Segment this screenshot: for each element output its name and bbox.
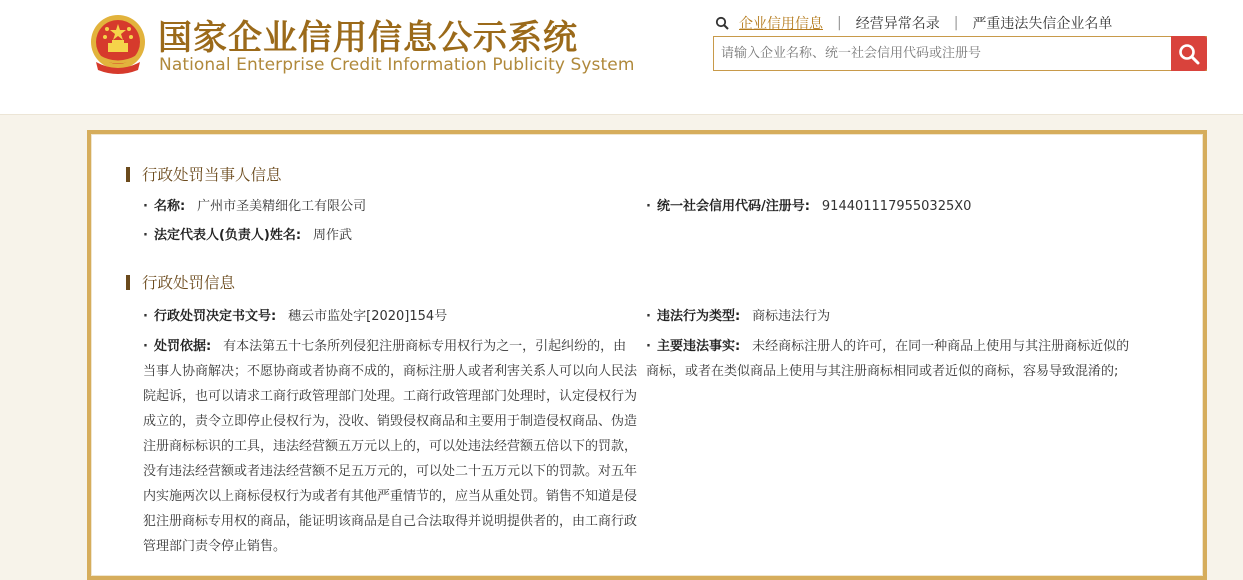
field-legal-rep: · 法定代表人(负责人)姓名: 周作武 xyxy=(143,228,353,243)
section-title-party: 行政处罚当事人信息 xyxy=(142,166,282,184)
field-penalty-basis-value: 有本法第五十七条所列侵犯注册商标专用权行为之一，引起纠纷的，由当事人协商解决；不愿协商或者协商不成的，商标注册人或者利害关系人可以向人民法院起诉，也可以请求工商行政管理部门处理。工商行政管理部门处理时，认定侵权行为成立的，责令立即停止侵权行为，没收、销毁侵权商品和主要用于制造侵权商品、伪造注册商标标识的工具，违法经营额五万元以上的，可以处违法经营额五倍以下的罚款，没有违法经营额或者违法经营额不足五万元的，可以处二十五万元以下的罚款。对五年内实施两次以上商标侵权行为或者有其他严重情节的，应当从重处罚。销售不知道是侵犯注册商标专用权的商品，能证明该商品是自己合法取得并说明提供者的，由工商行政管理部门责令停止销售。 xyxy=(143,339,637,554)
panel-inner xyxy=(91,134,1203,576)
search-button[interactable] xyxy=(1171,36,1207,71)
search-icon xyxy=(1178,43,1200,65)
site-title-cn: 国家企业信用信息公示系统 xyxy=(158,18,578,58)
field-violation-type-value: 商标违法行为 xyxy=(752,309,831,324)
field-decision-no-label: 行政处罚决定书文号: xyxy=(153,309,277,324)
field-legal-rep-value: 周作武 xyxy=(313,228,353,243)
section-title-penalty: 行政处罚信息 xyxy=(142,274,236,292)
field-legal-rep-label: 法定代表人(负责人)姓名: xyxy=(153,228,302,243)
site-title-en: National Enterprise Credit Information Publicity System xyxy=(159,55,635,75)
national-emblem-icon xyxy=(88,12,148,76)
nav-abnormal-list[interactable]: 经营异常名录 xyxy=(855,16,940,32)
section-marker xyxy=(126,275,130,290)
field-credit-code-value: 9144011179550325X0 xyxy=(821,199,972,214)
field-name: · 名称: 广州市圣美精细化工有限公司 xyxy=(143,199,367,214)
site-header xyxy=(0,0,1243,115)
nav-blacklist[interactable]: 严重违法失信企业名单 xyxy=(972,16,1113,32)
search-input[interactable] xyxy=(714,37,1170,70)
section-party-info xyxy=(126,163,282,185)
field-main-facts-value: 未经商标注册人的许可，在同一种商品上使用与其注册商标近似的商标，或者在类似商品上使用与其注册商标相同或者近似的商标，容易导致混淆的; xyxy=(646,339,1130,379)
field-penalty-basis-label: 处罚依据: xyxy=(153,339,212,354)
field-credit-code-label: 统一社会信用代码/注册号: xyxy=(656,199,810,214)
field-main-facts: · 主要违法事实: 未经商标注册人的许可，在同一种商品上使用与其注册商标近似的商标，或者在类似商品上使用与其注册商标相同或者近似的商标，容易导致混淆的; xyxy=(646,339,1130,379)
search-icon xyxy=(715,16,729,30)
field-decision-no-value: 穗云市监处字[2020]154号 xyxy=(288,309,448,324)
field-decision-no: · 行政处罚决定书文号: 穗云市监处字[2020]154号 xyxy=(143,309,448,324)
field-violation-type: · 违法行为类型: 商标违法行为 xyxy=(646,309,831,324)
field-name-label: 名称: xyxy=(153,199,186,214)
field-name-value: 广州市圣美精细化工有限公司 xyxy=(197,199,367,214)
section-penalty-info xyxy=(126,271,235,293)
search-box xyxy=(713,36,1207,71)
field-credit-code: · 统一社会信用代码/注册号: 9144011179550325X0 xyxy=(646,199,972,214)
field-violation-type-label: 违法行为类型: xyxy=(656,309,741,324)
field-main-facts-label: 主要违法事实: xyxy=(656,339,741,354)
penalty-detail-panel xyxy=(87,130,1207,580)
nav-enterprise-credit[interactable]: 企业信用信息 xyxy=(739,16,823,32)
field-penalty-basis: · 处罚依据: 有本法第五十七条所列侵犯注册商标专用权行为之一，引起纠纷的，由当事人协商解决；不愿协商或者协商不成的，商标注册人或者利害关系人可以向人民法院起诉，也可以请求工商行政管理部门处理。工商行政管理部门处理时，认定侵权行为成立的，责令立即停止侵权行为，没收、销毁侵权商品和主要用于制造侵权商品、伪造注册商标标识的工具，违法经营额五万元以上的，可以处违法经营额五倍以下的罚款，没有违法经营额或者违法经营额不足五万元的，可以处二十五万元以下的罚款。对五年内实施两次以上商标侵权行为或者有其他严重情节的，应当从重处罚。销售不知道是侵犯注册商标专用权的商品，能证明该商品是自己合法取得并说明提供者的，由工商行政管理部门责令停止销售。 xyxy=(143,339,637,554)
top-nav xyxy=(715,13,1112,33)
nav-separator: | xyxy=(953,15,959,31)
nav-separator: | xyxy=(837,15,842,31)
section-marker xyxy=(126,167,130,182)
